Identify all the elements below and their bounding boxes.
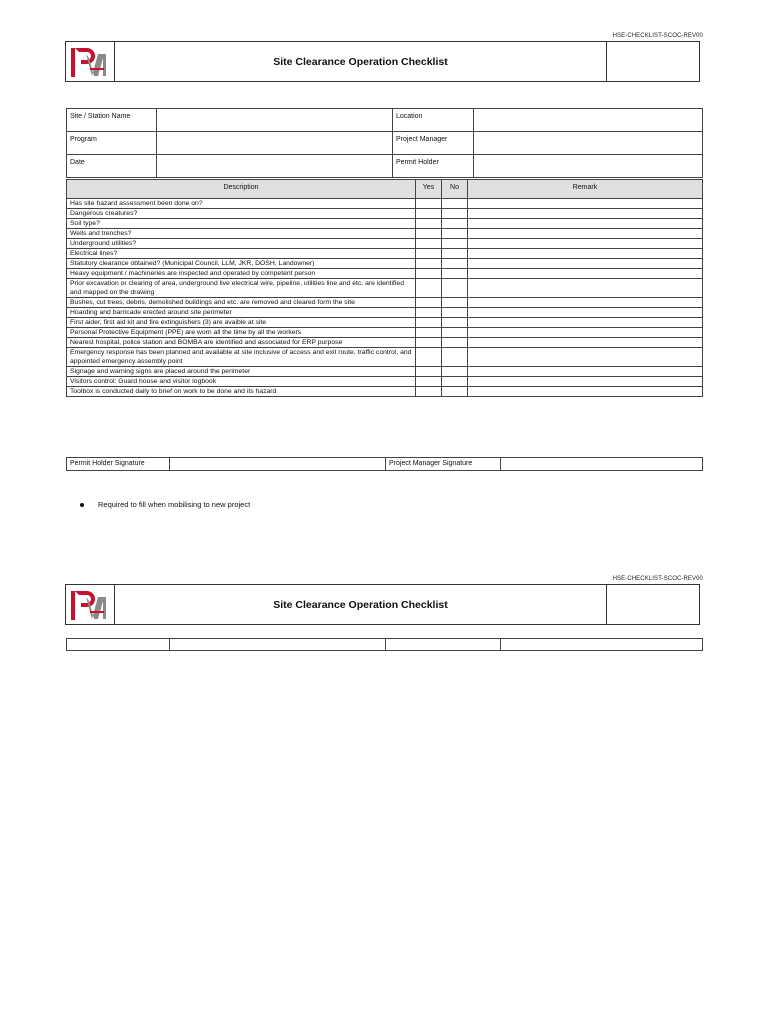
yes-cell[interactable] bbox=[416, 328, 442, 338]
yes-cell[interactable] bbox=[416, 377, 442, 387]
checklist-row bbox=[67, 279, 703, 298]
yes-cell[interactable] bbox=[416, 249, 442, 259]
yes-cell[interactable] bbox=[416, 338, 442, 348]
remark-cell[interactable] bbox=[468, 209, 703, 219]
checklist-row bbox=[67, 259, 703, 269]
yes-cell[interactable] bbox=[416, 308, 442, 318]
info-label: Program bbox=[67, 132, 157, 155]
no-cell[interactable] bbox=[442, 259, 468, 269]
remark-cell[interactable] bbox=[468, 367, 703, 377]
remark-cell[interactable] bbox=[468, 338, 703, 348]
info-label: Location bbox=[393, 109, 474, 132]
remark-cell[interactable] bbox=[468, 348, 703, 367]
remark-cell[interactable] bbox=[468, 308, 703, 318]
info-row bbox=[67, 109, 703, 132]
checklist-item-text: Has site hazard assessment been done on? bbox=[67, 199, 416, 209]
no-cell[interactable] bbox=[442, 209, 468, 219]
remark-cell[interactable] bbox=[468, 249, 703, 259]
table-cell[interactable] bbox=[67, 639, 170, 651]
signature-table bbox=[66, 457, 703, 471]
no-cell[interactable] bbox=[442, 229, 468, 239]
table-cell[interactable] bbox=[386, 639, 501, 651]
info-value-field[interactable] bbox=[474, 155, 703, 178]
remark-cell[interactable] bbox=[468, 318, 703, 328]
info-value-field[interactable] bbox=[157, 132, 393, 155]
yes-cell[interactable] bbox=[416, 348, 442, 367]
remark-cell[interactable] bbox=[468, 229, 703, 239]
document-title: Site Clearance Operation Checklist bbox=[273, 55, 448, 68]
permit-holder-signature-label: Permit Holder Signature bbox=[67, 458, 170, 471]
yes-cell[interactable] bbox=[416, 367, 442, 377]
checklist-item-text: Hoarding and barricade erected around site perimeter bbox=[67, 308, 416, 318]
bullet-icon bbox=[80, 503, 84, 507]
checklist-row bbox=[67, 318, 703, 328]
checklist-item-text: Statutory clearance obtained? (Municipal Council, LLM, JKR, DOSH, Landowner) bbox=[67, 259, 416, 269]
checklist-item-text: Bushes, cut trees, debris, demolished buildings and etc. are removed and cleared form the site bbox=[67, 298, 416, 308]
info-value-field[interactable] bbox=[474, 132, 703, 155]
remark-cell[interactable] bbox=[468, 328, 703, 338]
no-cell[interactable] bbox=[442, 239, 468, 249]
note-text: Required to fill when mobilising to new project bbox=[98, 500, 251, 509]
no-cell[interactable] bbox=[442, 219, 468, 229]
info-label: Project Manager bbox=[393, 132, 474, 155]
document-header bbox=[65, 41, 700, 82]
no-cell[interactable] bbox=[442, 269, 468, 279]
header-remark: Remark bbox=[468, 180, 703, 199]
checklist-item-text: Underground utilities? bbox=[67, 239, 416, 249]
header-yes: Yes bbox=[416, 180, 442, 199]
checklist-row bbox=[67, 298, 703, 308]
remark-cell[interactable] bbox=[468, 259, 703, 269]
document-title-page2: Site Clearance Operation Checklist bbox=[273, 598, 448, 611]
checklist-row bbox=[67, 199, 703, 209]
no-cell[interactable] bbox=[442, 279, 468, 298]
no-cell[interactable] bbox=[442, 308, 468, 318]
permit-holder-signature-field[interactable] bbox=[170, 458, 386, 471]
table-cell[interactable] bbox=[501, 639, 703, 651]
checklist-row bbox=[67, 239, 703, 249]
checklist-row bbox=[67, 367, 703, 377]
no-cell[interactable] bbox=[442, 298, 468, 308]
remark-cell[interactable] bbox=[468, 387, 703, 397]
info-row bbox=[67, 155, 703, 178]
checklist-row bbox=[67, 377, 703, 387]
checklist-row bbox=[67, 328, 703, 338]
info-value-field[interactable] bbox=[474, 109, 703, 132]
checklist-row bbox=[67, 348, 703, 367]
yes-cell[interactable] bbox=[416, 209, 442, 219]
checklist-row bbox=[67, 308, 703, 318]
site-info-table bbox=[66, 108, 703, 178]
no-cell[interactable] bbox=[442, 318, 468, 328]
checklist-row bbox=[67, 219, 703, 229]
info-row bbox=[67, 132, 703, 155]
checklist-item-text: Personal Protective Equipment (PPE) are worn all the time by all the workers bbox=[67, 328, 416, 338]
remark-cell[interactable] bbox=[468, 219, 703, 229]
checklist-row bbox=[67, 209, 703, 219]
checklist-row bbox=[67, 387, 703, 397]
remark-cell[interactable] bbox=[468, 377, 703, 387]
yes-cell[interactable] bbox=[416, 318, 442, 328]
remark-cell[interactable] bbox=[468, 269, 703, 279]
info-label: Date bbox=[67, 155, 157, 178]
checklist-item-text: First aider, first aid kit and fire extinguishers (3) are avaible at site bbox=[67, 318, 416, 328]
checklist-item-text: Toolbox is conducted daily to brief on work to be done and its hazard bbox=[67, 387, 416, 397]
yes-cell[interactable] bbox=[416, 229, 442, 239]
info-label: Permit Holder bbox=[393, 155, 474, 178]
checklist-item-text: Heavy equipment / machineries are inspected and operated by competent person bbox=[67, 269, 416, 279]
no-cell[interactable] bbox=[442, 377, 468, 387]
header-blank-box bbox=[606, 585, 699, 624]
checklist-item-text: Visitors control: Guard house and visitor logbook bbox=[67, 377, 416, 387]
note-item bbox=[80, 500, 250, 509]
remark-cell[interactable] bbox=[468, 298, 703, 308]
no-cell[interactable] bbox=[442, 328, 468, 338]
no-cell[interactable] bbox=[442, 199, 468, 209]
checklist-row bbox=[67, 338, 703, 348]
project-manager-signature-field[interactable] bbox=[501, 458, 703, 471]
company-logo bbox=[66, 42, 115, 81]
yes-cell[interactable] bbox=[416, 269, 442, 279]
header-no: No bbox=[442, 180, 468, 199]
remark-cell[interactable] bbox=[468, 279, 703, 298]
remark-cell[interactable] bbox=[468, 199, 703, 209]
checklist-item-text: Dangerous creatures? bbox=[67, 209, 416, 219]
yes-cell[interactable] bbox=[416, 199, 442, 209]
info-value-field[interactable] bbox=[157, 109, 393, 132]
info-table-page2 bbox=[66, 638, 703, 651]
document-header-page2 bbox=[65, 584, 700, 625]
project-manager-signature-label: Project Manager Signature bbox=[386, 458, 501, 471]
checklist-table bbox=[66, 179, 703, 397]
document-code-page2: HSE-CHECKLIST-SCOC-REV00 bbox=[612, 576, 703, 582]
header-description: Description bbox=[67, 180, 416, 199]
info-label: Site / Station Name bbox=[67, 109, 157, 132]
info-value-field[interactable] bbox=[157, 155, 393, 178]
yes-cell[interactable] bbox=[416, 387, 442, 397]
header-blank-box bbox=[606, 42, 699, 81]
no-cell[interactable] bbox=[442, 387, 468, 397]
yes-cell[interactable] bbox=[416, 219, 442, 229]
no-cell[interactable] bbox=[442, 348, 468, 367]
checklist-item-text: Soil type? bbox=[67, 219, 416, 229]
no-cell[interactable] bbox=[442, 367, 468, 377]
table-cell[interactable] bbox=[170, 639, 386, 651]
checklist-row bbox=[67, 269, 703, 279]
checklist-item-text: Nearest hospital, police station and BOMBA are identified and associated for ERP purpose bbox=[67, 338, 416, 348]
checklist-item-text: Electrical lines? bbox=[67, 249, 416, 259]
yes-cell[interactable] bbox=[416, 259, 442, 269]
checklist-item-text: Wells and trenches? bbox=[67, 229, 416, 239]
document-code: HSE-CHECKLIST-SCOC-REV00 bbox=[612, 33, 703, 39]
no-cell[interactable] bbox=[442, 249, 468, 259]
remark-cell[interactable] bbox=[468, 239, 703, 249]
yes-cell[interactable] bbox=[416, 279, 442, 298]
no-cell[interactable] bbox=[442, 338, 468, 348]
yes-cell[interactable] bbox=[416, 298, 442, 308]
checklist-item-text: Emergency response has been planned and available at site inclusive of access and exit route, traffic control, and appointed emergency assembly point bbox=[67, 348, 416, 367]
company-logo bbox=[66, 585, 115, 624]
checklist-row bbox=[67, 229, 703, 239]
checklist-row bbox=[67, 249, 703, 259]
checklist-item-text: Signage and warning signs are placed around the perimeter bbox=[67, 367, 416, 377]
checklist-item-text: Prior excavation or clearing of area, underground live electrical wire, pipeline, utilities line and etc. are identified and mapped on the drawing bbox=[67, 279, 416, 298]
yes-cell[interactable] bbox=[416, 239, 442, 249]
